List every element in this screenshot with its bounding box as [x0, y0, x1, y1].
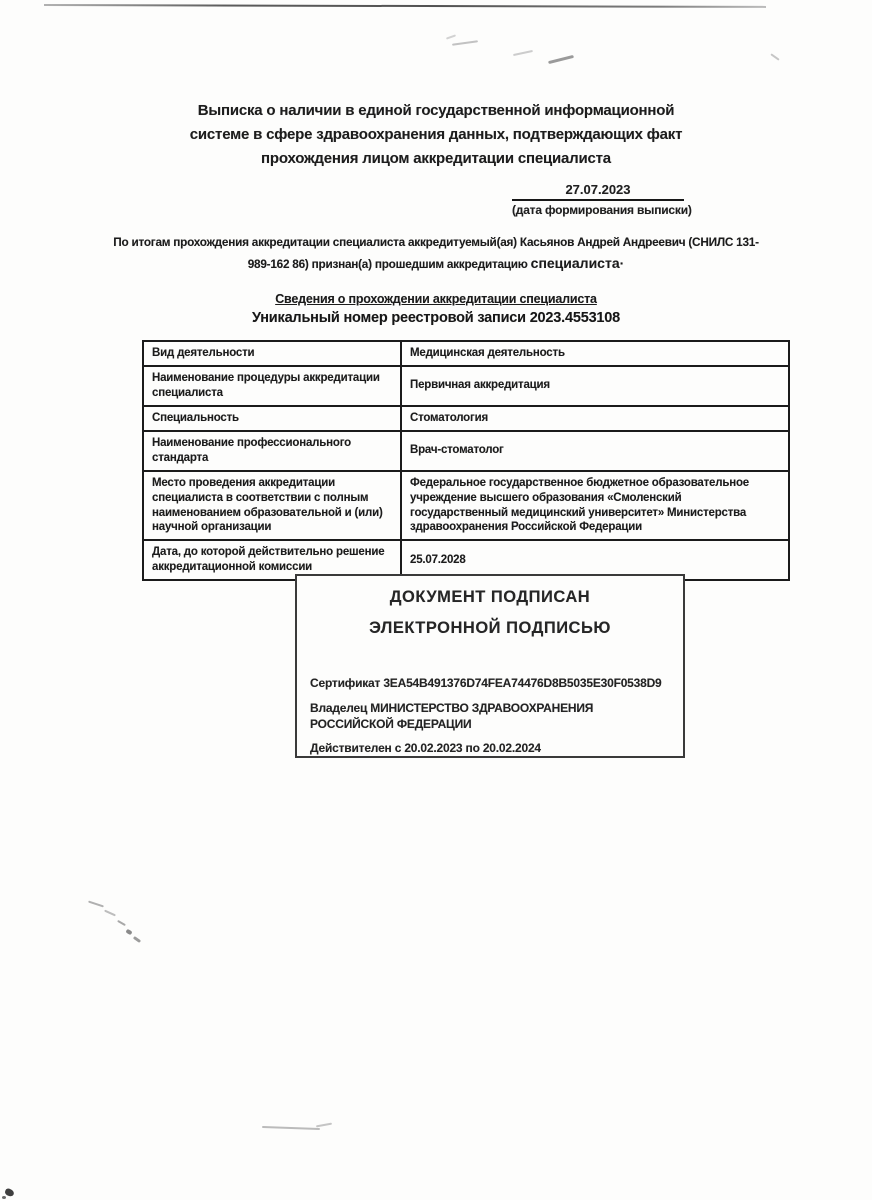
- table-value-cell: Стоматология: [401, 406, 789, 431]
- statement-text: По итогам прохождения аккредитации специалиста аккредитуемый(ая) Касьянов Андрей Андреевич (СНИЛС 131-989-162 86) признан(а) прошедшим аккредитацию: [113, 235, 759, 272]
- section-heading: Сведения о прохождении аккредитации специалиста: [275, 292, 597, 306]
- scan-artifact-squiggle: [262, 1126, 320, 1130]
- table-row: [143, 431, 789, 471]
- digital-signature-stamp: [295, 574, 685, 758]
- scan-artifact-squiggle: [117, 920, 126, 926]
- table-value-cell: 25.07.2028: [401, 540, 789, 580]
- table-value-cell: Федеральное государственное бюджетное образовательное учреждение высшего образования «Смоленский государственный медицинский университет» Министерства здравоохранения Российской Федерации: [401, 471, 789, 541]
- table-row: [143, 366, 789, 406]
- scan-artifact-squiggle: [125, 929, 132, 935]
- stamp-title-line: ЭЛЕКТРОННОЙ ПОДПИСЬЮ: [369, 619, 611, 637]
- registry-record-number: Уникальный номер реестровой записи 2023.4553108: [251, 310, 621, 326]
- stamp-validity: Действителен с 20.02.2023 по 20.02.2024: [310, 741, 541, 755]
- scan-artifact-speck: [452, 40, 478, 46]
- document-title-line: прохождения лицом аккредитации специалиста: [261, 150, 611, 167]
- table-value-cell: Первичная аккредитация: [401, 366, 789, 406]
- table-row: [143, 471, 789, 541]
- scan-artifact-speck: [548, 55, 574, 64]
- document-title: [0, 99, 872, 171]
- issue-date-block: [512, 182, 692, 218]
- scan-artifact-top-edge: [44, 4, 766, 8]
- table-label-cell: Специальность: [143, 406, 401, 431]
- stamp-title-line: ДОКУМЕНТ ПОДПИСАН: [389, 588, 591, 606]
- scan-artifact-speck: [770, 53, 779, 60]
- statement-emphasis: специалиста·: [530, 255, 625, 272]
- scan-artifact-speck: [513, 50, 533, 56]
- table-row: [143, 341, 789, 366]
- scan-artifact-squiggle: [133, 936, 141, 943]
- accreditation-table: [142, 340, 790, 581]
- table-value-cell: Медицинская деятельность: [401, 341, 789, 366]
- stamp-certificate: Сертификат 3EA54B491376D74FEA74476D8B5035E30F0538D9: [310, 676, 662, 690]
- document-title-line: Выписка о наличии в единой государственной информационной: [197, 102, 675, 119]
- table-value-cell: Врач-стоматолог: [401, 431, 789, 471]
- scan-artifact-speck: [446, 34, 456, 39]
- table-label-cell: Вид деятельности: [143, 341, 401, 366]
- table-label-cell: Дата, до которой действительно решение аккредитационной комиссии: [143, 540, 401, 580]
- accreditation-statement: [105, 233, 767, 276]
- stamp-owner: Владелец МИНИСТЕРСТВО ЗДРАВООХРАНЕНИЯ РОССИЙСКОЙ ФЕДЕРАЦИИ: [310, 701, 594, 732]
- document-title-line: системе в сфере здравоохранения данных, подтверждающих факт: [189, 126, 683, 143]
- issue-date-caption: (дата формирования выписки): [512, 203, 692, 217]
- table-row: [143, 406, 789, 431]
- scan-artifact-corner-mark: [2, 1196, 6, 1199]
- table-label-cell: Наименование процедуры аккредитации специалиста: [143, 366, 401, 406]
- scan-artifact-squiggle: [88, 901, 104, 908]
- table-label-cell: Место проведения аккредитации специалиста в соответствии с полным наименованием образовательной и (или) научной организации: [143, 471, 401, 541]
- scan-artifact-squiggle: [104, 910, 116, 917]
- issue-date: 27.07.2023: [512, 182, 684, 201]
- scan-artifact-corner-mark: [4, 1188, 15, 1198]
- table-label-cell: Наименование профессионального стандарта: [143, 431, 401, 471]
- scan-artifact-squiggle: [316, 1123, 332, 1128]
